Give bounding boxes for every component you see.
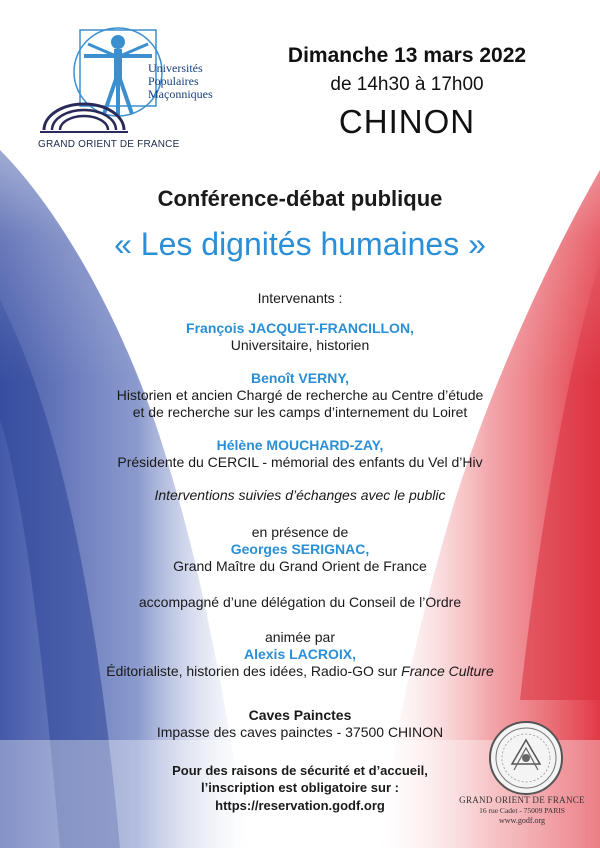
registration-line: Pour des raisons de sécurité et d’accueil, [172, 763, 428, 778]
speakers-intro: Intervenants : [257, 290, 343, 306]
logo-caption: GRAND ORIENT DE FRANCE [38, 139, 180, 150]
guest-role: Grand Maître du Grand Orient de France [173, 558, 427, 574]
event-title: « Les dignités humaines » [114, 226, 486, 262]
speaker-name: Hélène MOUCHARD-ZAY, [216, 437, 384, 453]
hemicycle-icon [40, 104, 128, 132]
seal-line: 16 rue Cadet - 75009 PARIS [479, 806, 565, 815]
event-city: CHINON [338, 103, 476, 140]
speaker-role: Universitaire, historien [230, 337, 370, 353]
event-time: de 14h30 à 17h00 [330, 74, 484, 95]
speaker-name: François JACQUET-FRANCILLON, [186, 320, 414, 336]
followup-note: Interventions suivies d’échanges avec le public [154, 487, 446, 503]
moderator-intro: animée par [264, 629, 336, 645]
seal-line: www.godf.org [499, 816, 545, 825]
seal-caption [452, 795, 592, 826]
guest-name: Georges SERIGNAC, [230, 541, 370, 557]
venue-address: Impasse des caves painctes - 37500 CHINON [156, 724, 444, 740]
logo-line: Maçonniques [148, 87, 213, 101]
speaker-role: Historien et ancien Chargé de recherche au Centre d’étude [116, 387, 484, 403]
seal-line: GRAND ORIENT DE FRANCE [459, 795, 585, 805]
registration-link[interactable]: https://reservation.godf.org [215, 798, 385, 813]
event-subtitle: Conférence-débat publique [157, 186, 443, 211]
speaker-role: et de recherche sur les camps d’internement du Loiret [132, 404, 468, 420]
moderator-name: Alexis LACROIX, [243, 646, 357, 662]
speaker-name: Benoît VERNY, [250, 370, 349, 386]
presence-intro: en présence de [251, 524, 349, 540]
logo-line: Universités [148, 61, 203, 75]
upm-logo [36, 22, 246, 162]
logo-wordmark [148, 62, 213, 101]
logo-line: Populaires [148, 74, 199, 88]
delegation-note: accompagné d’une délégation du Conseil de l’Ordre [138, 594, 462, 610]
speaker-role: Présidente du CERCIL - mémorial des enfants du Vel d’Hiv [117, 454, 483, 470]
venue-name: Caves Painctes [248, 707, 352, 723]
registration-line: l’inscription est obligatoire sur : [201, 780, 399, 795]
moderator-station: France Culture [401, 663, 494, 679]
moderator-role [0, 663, 600, 680]
moderator-role-text: Éditorialiste, historien des idées, Radio-GO sur [106, 663, 402, 679]
event-date: Dimanche 13 mars 2022 [287, 44, 527, 67]
